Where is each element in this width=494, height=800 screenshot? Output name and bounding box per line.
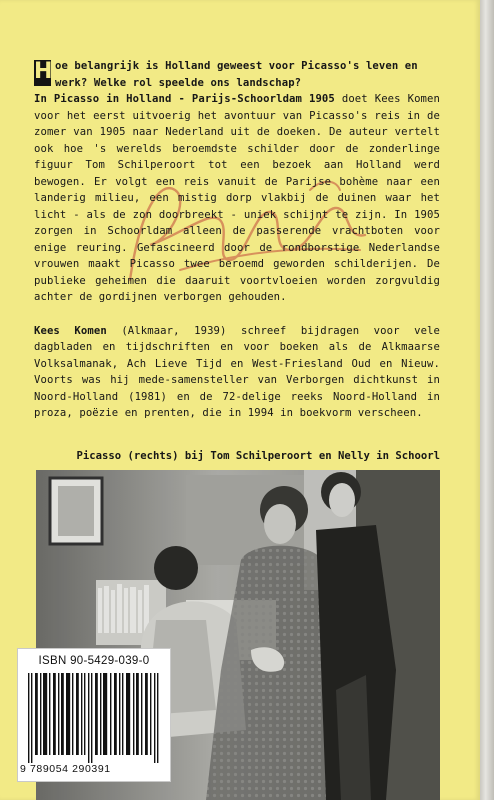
intro-question — [34, 58, 440, 91]
photo-caption: Picasso (rechts) bij Tom Schilperoort en Nelly in Schoorl — [76, 450, 440, 462]
intro-text: oe belangrijk is Holland geweest voor Picasso's leven en werk? Welke rol speelde ons landschap? — [55, 60, 418, 89]
isbn-barcode-box — [17, 648, 171, 782]
page-edge — [480, 0, 494, 800]
synopsis-paragraph — [34, 91, 440, 306]
synopsis-body: doet Kees Komen voor het eerst uitvoerig het avontuur van Picasso's reis in de zomer van 1905 naar Nederland uit de doeken. De auteur vertelt ook hoe 's werelds beroemdste schilder door de zonderlinge figuur Tom Schilperoort tot een bezoek aan Holland werd bewogen. Er volgt een reis vanuit de Parijse bohème naar een landerig milieu, een mistig dorp vlakbij de duinen waar het licht - als de zon doorbreekt - uniek schijnt te zijn. In 1905 zorgen in Schoorldam alleen de passerende vrachtboten voor enige reuring. Gefascineerd door de rondborstige Nederlandse vrouwen maakt Picasso twee beroemd geworden schilderijen. De publieke geheimen die daaruit voortvloeien worden zorgvuldig achter de gordijnen verborgen gehouden. — [34, 93, 440, 303]
author-bio-body: (Alkmaar, 1939) schreef bijdragen voor vele dagbladen en tijdschriften en voor boeken als de Alkmaarse Volksalmanak, Ach Lieve Tijd en West-Friesland Oud en Nieuw. Voorts was hij mede-samensteller van Verborgen dichtkunst in Noord-Holland (1981) en de 72-delige reeks Noord-Holland in proza, poëzie en prenten, die in 1994 in boekvorm verscheen. — [34, 324, 441, 419]
synopsis-lead: In Picasso in Holland - Parijs-Schoorldam 1905 — [34, 93, 335, 105]
ean-barcode — [26, 673, 162, 763]
drop-cap: H — [34, 59, 53, 84]
back-cover-text — [34, 58, 440, 422]
author-name: Kees Komen — [34, 324, 107, 337]
ean-number: 9 789054 290391 — [20, 763, 111, 775]
isbn-number: ISBN 90-5429-039-0 — [38, 655, 150, 667]
author-bio-paragraph — [34, 323, 440, 422]
